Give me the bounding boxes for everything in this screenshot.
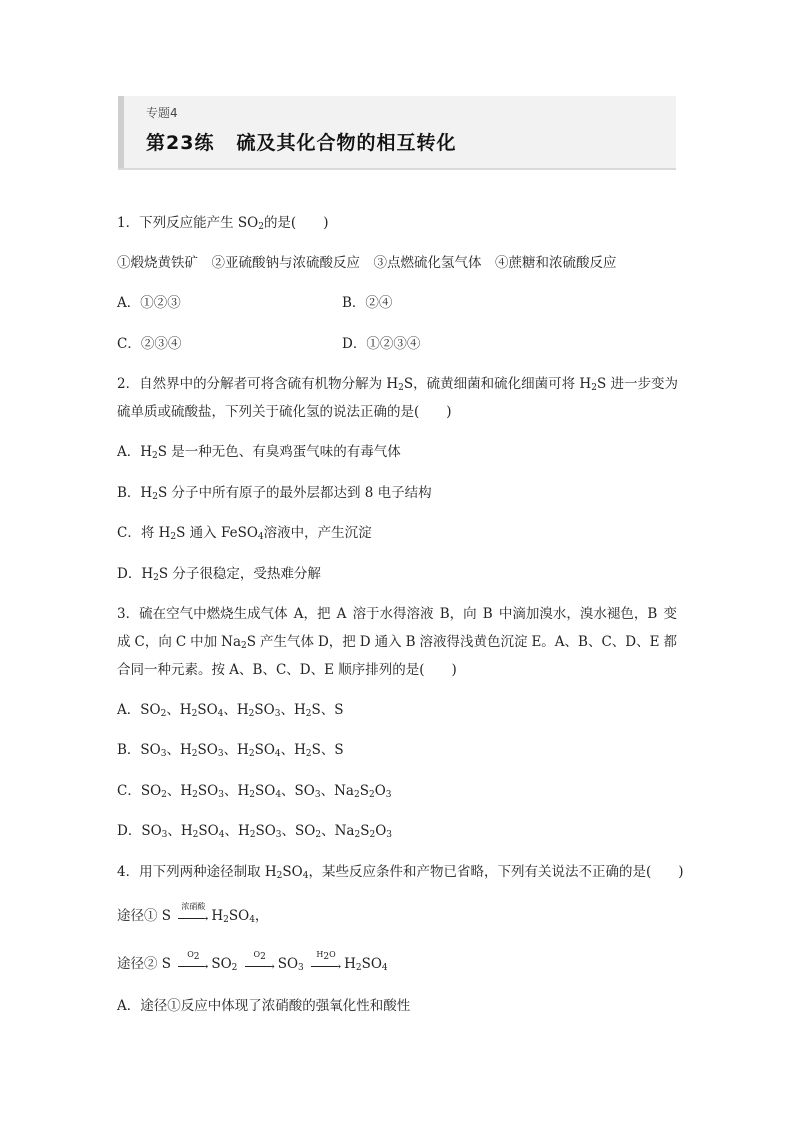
- reaction-arrow: $H_2O$ →: [311, 958, 341, 972]
- q3-stem-line3: 合同一种元素。按 A、B、C、D、E 顺序排列的是( ): [117, 662, 457, 678]
- q2-option-a: A．$H_2S$ 是一种无色、有臭鸡蛋气味的有毒气体: [117, 444, 401, 461]
- q1-items: ①煅烧黄铁矿 ②亚硫酸钠与浓硫酸反应 ③点燃硫化氢气体 ④蔗糖和浓硫酸反应: [117, 255, 617, 271]
- q3-option-a: A．$SO_2$、$H_2SO_4$、$H_2SO_3$、$H_2S$、S: [117, 702, 344, 719]
- text-segment: 成: [117, 634, 131, 650]
- q1-option-c: C．②③④: [117, 336, 182, 352]
- text-segment: $Na_2S$: [221, 634, 256, 651]
- q1-option-b: B．②④: [342, 295, 393, 311]
- text-segment: 溶于水得溶液: [352, 606, 434, 622]
- text-segment: 产生气体: [259, 634, 314, 650]
- header-shadow: [118, 168, 676, 170]
- q4-stem: 4．用下列两种途径制取 $H_2SO_4$，某些反应条件和产物已省略，下列有关说法不正确的是( ): [117, 864, 684, 881]
- q1-option-d: D．①②③④: [342, 336, 421, 352]
- text-segment: 溶液得浅黄色沉淀: [419, 634, 528, 650]
- q1-stem: 1．下列反应能产生 $SO_2$的是( ): [117, 215, 329, 232]
- reaction-arrow: $O_2$ →: [245, 958, 275, 972]
- header-accent-bar: [118, 96, 124, 168]
- q3-option-c: C．$SO_2$、$H_2SO_3$、$H_2SO_4$、$SO_3$、$Na_2S_2O_3$: [117, 783, 392, 800]
- text-segment: 都: [663, 634, 677, 650]
- text-segment: D，把: [317, 634, 356, 650]
- text-segment: 中滴加溴水，溴水褪色，B: [498, 606, 658, 622]
- q1-option-a: A．①②③: [117, 295, 181, 311]
- q3-option-d: D．$SO_3$、$H_2SO_4$、$H_2SO_3$、$SO_2$、$Na_2S_2O_3$: [117, 823, 392, 840]
- text-segment: B，向: [439, 606, 477, 622]
- text-segment: E。A、B、C、D、E: [531, 634, 660, 650]
- q4-path2: 途径② S $O_2$ → $SO_2$ $O_2$ → $SO_3$ $H_2O$ → $H_2SO_4$: [117, 949, 388, 973]
- text-segment: A，把: [293, 606, 331, 622]
- text-segment: B: [482, 606, 493, 622]
- reaction-arrow: $O_2$ →: [178, 958, 208, 972]
- q4-option-a: A．途径①反应中体现了浓硝酸的强氧化性和酸性: [117, 998, 411, 1014]
- q3-stem-line1: [117, 604, 677, 624]
- section-header: [118, 96, 676, 168]
- q1-options-row1: [117, 293, 393, 313]
- q1-options-row2: [117, 334, 421, 354]
- text-segment: C，向: [134, 634, 172, 650]
- text-segment: A: [336, 606, 347, 622]
- q2-stem-line2: 硫单质或硫酸盐，下列关于硫化氢的说法正确的是( ): [117, 404, 452, 420]
- q2-stem-line1: 2．自然界中的分解者可将含硫有机物分解为 $H_2S$，硫黄细菌和硫化细菌可将 $H_2S$ 进一步变为: [117, 376, 678, 393]
- text-segment: 通入: [374, 634, 402, 650]
- q4-path1: 途径① S 浓硝酸 → $H_2SO_4$，: [117, 901, 269, 925]
- q3-stem-line2: [117, 632, 677, 652]
- text-segment: B: [405, 634, 416, 650]
- q3-option-b: B．$SO_3$、$H_2SO_3$、$H_2SO_4$、$H_2S$、S: [117, 742, 344, 759]
- page-title: 第23练 硫及其化合物的相互转化: [146, 132, 457, 154]
- text-segment: D: [359, 634, 371, 650]
- reaction-arrow: 浓硝酸 →: [178, 910, 208, 924]
- q2-option-d: D．$H_2S$ 分子很稳定，受热难分解: [117, 566, 321, 583]
- text-segment: 中加: [190, 634, 218, 650]
- topic-label: 专题4: [146, 106, 178, 120]
- text-segment: C: [175, 634, 187, 650]
- text-segment: 3．硫在空气中燃烧生成气体: [117, 606, 288, 622]
- text-segment: 变: [663, 606, 677, 622]
- q2-option-c: C．将 $H_2S$ 通入 FeSO$_4$溶液中，产生沉淀: [117, 525, 372, 542]
- q2-option-b: B．$H_2S$ 分子中所有原子的最外层都达到 8 电子结构: [117, 485, 432, 502]
